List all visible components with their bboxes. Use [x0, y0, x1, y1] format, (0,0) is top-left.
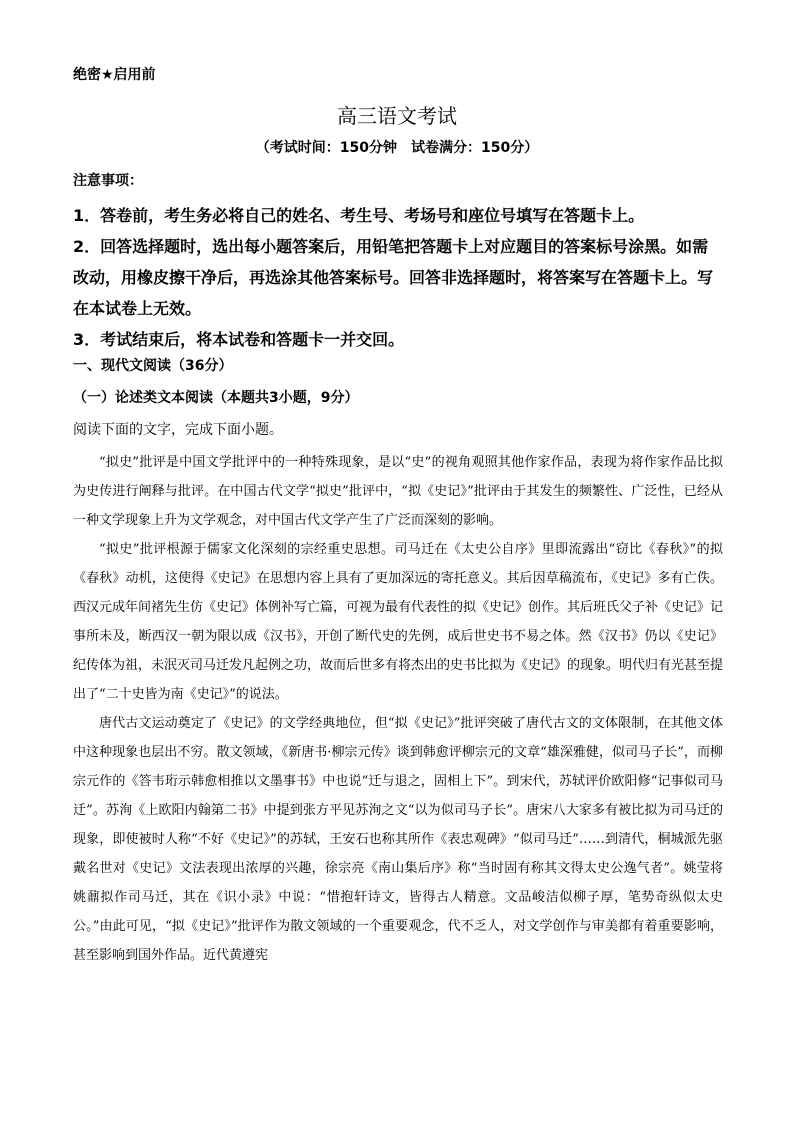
notice-item: 1．答卷前，考生务必将自己的姓名、考生号、考场号和座位号填写在答题卡上。: [73, 206, 645, 225]
reading-passage: [73, 448, 723, 970]
notice-item: 3．考试结束后，将本试卷和答题卡一并交回。: [73, 330, 405, 349]
subsection-heading: （一）论述类文本阅读（本题共3小题，9分）: [73, 390, 359, 406]
exam-subtitle: （考试时间：150分钟 试卷满分：150分）: [255, 140, 539, 156]
reading-instruction: 阅读下面的文字，完成下面小题。: [73, 422, 283, 438]
notice-item: 2．回答选择题时，选出每小题答案后，用铅笔把答题卡上对应题目的答案标号涂黑。如需改动，用橡皮擦干净后，再选涂其他答案标号。回答非选择题时，将答案写在答题卡上。写在本试卷上无效。: [73, 237, 714, 318]
confidential-label: 绝密★启用前: [73, 67, 156, 83]
section-heading: 一、现代文阅读（36分）: [73, 358, 233, 374]
notices-heading: 注意事项：: [73, 173, 143, 189]
passage-paragraph: “拟史”批评根源于儒家文化深刻的宗经重史思想。司马迁在《太史公自序》里即流露出“窃比《春秋》”的拟《春秋》动机，这使得《史记》在思想内容上具有了更加深远的寄托意义。其后因草稿流布，《史记》多有亡佚。西汉元成年间褚先生仿《史记》体例补写亡篇，可视为最有代表性的拟《史记》创作。其后班氏父子补《史记》记事所未及，断西汉一朝为限以成《汉书》，开创了断代史的先例，成后世史书不易之体。然《汉书》仍以《史记》纪传体为祖，未泯灭司马迁发凡起例之功，故而后世多有将杰出的史书比拟为《史记》的现象。明代归有光甚至提出了“二十史皆为南《史记》”的说法。: [73, 542, 724, 702]
passage-paragraph: 唐代古文运动奠定了《史记》的文学经典地位，但“拟《史记》”批评突破了唐代古文的文体限制，在其他文体中这种现象也层出不穷。散文领域，《新唐书·柳宗元传》谈到韩愈评柳宗元的文章“雄深雅健，似司马子长”，而柳宗元作的《答韦珩示韩愈相推以文墨事书》中也说“迁与退之，固相上下”。到宋代，苏轼评价欧阳修“记事似司马迁”。苏洵《上欧阳内翰第二书》中提到张方平见苏洵之文“以为似司马子长”。唐宋八大家多有被比拟为司马迁的现象，即使被时人称“不好《史记》”的苏轼，王安石也称其所作《表忠观碑》“似司马迁”……到清代，桐城派先驱戴名世对《史记》文法表现出浓厚的兴趣，徐宗亮《南山集后序》称“当时固有称其文得太史公逸气者”。姚莹将姚鼐拟作司马迁，其在《识小录》中说：“惜抱轩诗文，皆得古人精意。文品峻洁似柳子厚，笔势奇纵似太史公。”由此可见，“拟《史记》”批评作为散文领域的一个重要观念，代不乏人，对文学创作与审美都有着重要影响，甚至影响到国外作品。近代黄遵宪: [73, 716, 723, 963]
notices-list: [73, 200, 723, 355]
exam-title: 高三语文考试: [337, 104, 457, 128]
passage-paragraph: “拟史”批评是中国文学批评中的一种特殊现象，是以“史”的视角观照其他作家作品，表现为将作家作品比拟为史传进行阐释与批评。在中国古代文学“拟史”批评中，“拟《史记》”批评由于其发生的频繁性、广泛性，已经从一种文学现象上升为文学观念，对中国古代文学产生了广泛而深刻的影响。: [73, 455, 723, 528]
